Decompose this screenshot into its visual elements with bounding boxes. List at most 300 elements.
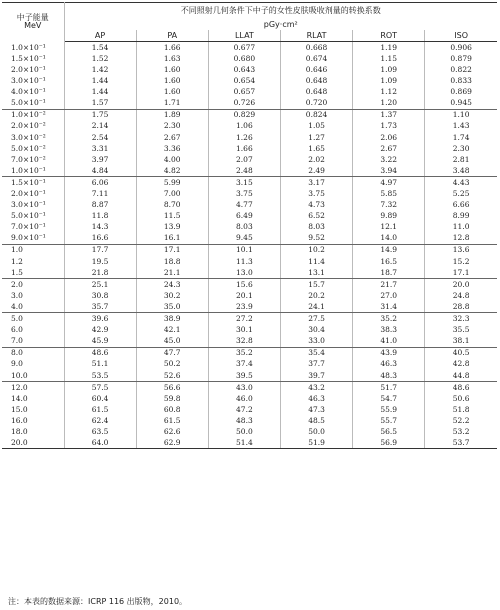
value-cell-ap: 6.06 bbox=[64, 177, 136, 189]
energy-cell: 15.0 bbox=[2, 404, 64, 415]
value-cell-pa: 11.5 bbox=[136, 210, 208, 221]
value-cell-rot: 51.7 bbox=[353, 381, 425, 393]
value-cell-iso: 53.2 bbox=[425, 426, 497, 437]
energy-cell: 5.0 bbox=[2, 313, 64, 325]
value-cell-pa: 50.2 bbox=[136, 359, 208, 370]
value-cell-rlat: 2.49 bbox=[280, 165, 352, 177]
value-cell-ap: 63.5 bbox=[64, 426, 136, 437]
table-row bbox=[2, 244, 497, 256]
table-row bbox=[2, 426, 497, 437]
value-cell-rlat: 4.73 bbox=[280, 199, 352, 210]
value-cell-pa: 59.8 bbox=[136, 393, 208, 404]
table-row bbox=[2, 347, 497, 359]
table-row bbox=[2, 393, 497, 404]
value-cell-pa: 18.8 bbox=[136, 256, 208, 267]
energy-cell: 3.0×10⁻² bbox=[2, 132, 64, 143]
energy-cell: 2.0×10⁻¹ bbox=[2, 64, 64, 75]
value-cell-rot: 46.3 bbox=[353, 359, 425, 370]
value-cell-ap: 4.84 bbox=[64, 165, 136, 177]
energy-cell: 7.0 bbox=[2, 335, 64, 347]
table-row bbox=[2, 121, 497, 132]
value-cell-llat: 6.49 bbox=[208, 210, 280, 221]
value-cell-rot: 3.94 bbox=[353, 165, 425, 177]
value-cell-rlat: 47.3 bbox=[280, 404, 352, 415]
value-cell-rlat: 24.1 bbox=[280, 301, 352, 313]
value-cell-rot: 14.9 bbox=[353, 244, 425, 256]
value-cell-pa: 2.30 bbox=[136, 121, 208, 132]
value-cell-rot: 41.0 bbox=[353, 335, 425, 347]
energy-cell: 1.0×10⁻¹ bbox=[2, 42, 64, 54]
value-cell-rlat: 48.5 bbox=[280, 415, 352, 426]
value-cell-ap: 19.5 bbox=[64, 256, 136, 267]
value-cell-llat: 0.654 bbox=[208, 75, 280, 86]
value-cell-iso: 13.6 bbox=[425, 244, 497, 256]
value-cell-rot: 1.09 bbox=[353, 75, 425, 86]
value-cell-iso: 24.8 bbox=[425, 290, 497, 301]
energy-cell: 1.0×10⁻¹ bbox=[2, 165, 64, 177]
value-cell-pa: 7.00 bbox=[136, 188, 208, 199]
energy-cell: 7.0×10⁻² bbox=[2, 154, 64, 165]
value-cell-llat: 0.829 bbox=[208, 109, 280, 121]
column-header-rot: ROT bbox=[353, 30, 425, 42]
table-row bbox=[2, 278, 497, 290]
value-cell-ap: 7.11 bbox=[64, 188, 136, 199]
value-cell-llat: 2.07 bbox=[208, 154, 280, 165]
value-cell-rot: 1.12 bbox=[353, 86, 425, 97]
value-cell-llat: 23.9 bbox=[208, 301, 280, 313]
value-cell-iso: 51.8 bbox=[425, 404, 497, 415]
value-cell-pa: 56.6 bbox=[136, 381, 208, 393]
value-cell-llat: 15.6 bbox=[208, 278, 280, 290]
table-row bbox=[2, 177, 497, 189]
table-row bbox=[2, 335, 497, 347]
value-cell-llat: 0.657 bbox=[208, 86, 280, 97]
value-cell-iso: 32.3 bbox=[425, 313, 497, 325]
value-cell-llat: 39.5 bbox=[208, 370, 280, 382]
energy-cell: 2.0×10⁻¹ bbox=[2, 188, 64, 199]
table-row bbox=[2, 370, 497, 382]
table-row bbox=[2, 222, 497, 233]
value-cell-pa: 60.8 bbox=[136, 404, 208, 415]
value-cell-llat: 20.1 bbox=[208, 290, 280, 301]
value-cell-llat: 1.06 bbox=[208, 121, 280, 132]
unit-label: pGy·cm² bbox=[263, 19, 298, 29]
energy-cell: 16.0 bbox=[2, 415, 64, 426]
energy-cell: 2.0 bbox=[2, 278, 64, 290]
value-cell-iso: 38.1 bbox=[425, 335, 497, 347]
value-cell-rlat: 0.648 bbox=[280, 75, 352, 86]
value-cell-rlat: 46.3 bbox=[280, 393, 352, 404]
value-cell-rlat: 1.27 bbox=[280, 132, 352, 143]
table-row bbox=[2, 359, 497, 370]
value-cell-iso: 2.81 bbox=[425, 154, 497, 165]
value-cell-ap: 42.9 bbox=[64, 324, 136, 335]
energy-cell: 10.0 bbox=[2, 370, 64, 382]
value-cell-rlat: 13.1 bbox=[280, 267, 352, 279]
energy-cell: 4.0×10⁻¹ bbox=[2, 86, 64, 97]
value-cell-rot: 18.7 bbox=[353, 267, 425, 279]
value-cell-rlat: 50.0 bbox=[280, 426, 352, 437]
energy-cell: 1.2 bbox=[2, 256, 64, 267]
value-cell-ap: 1.54 bbox=[64, 42, 136, 54]
value-cell-pa: 42.1 bbox=[136, 324, 208, 335]
value-cell-llat: 46.0 bbox=[208, 393, 280, 404]
table-row bbox=[2, 53, 497, 64]
energy-cell: 3.0 bbox=[2, 290, 64, 301]
table-row bbox=[2, 404, 497, 415]
value-cell-iso: 0.945 bbox=[425, 97, 497, 109]
value-cell-rlat: 15.7 bbox=[280, 278, 352, 290]
value-cell-iso: 0.833 bbox=[425, 75, 497, 86]
table-row bbox=[2, 210, 497, 221]
value-cell-pa: 1.60 bbox=[136, 86, 208, 97]
energy-cell: 2.0×10⁻² bbox=[2, 121, 64, 132]
value-cell-rlat: 9.52 bbox=[280, 233, 352, 245]
value-cell-llat: 0.680 bbox=[208, 53, 280, 64]
value-cell-rlat: 10.2 bbox=[280, 244, 352, 256]
value-cell-rot: 1.15 bbox=[353, 53, 425, 64]
value-cell-rot: 5.85 bbox=[353, 188, 425, 199]
value-cell-rlat: 11.4 bbox=[280, 256, 352, 267]
value-cell-ap: 53.5 bbox=[64, 370, 136, 382]
value-cell-ap: 48.6 bbox=[64, 347, 136, 359]
value-cell-ap: 62.4 bbox=[64, 415, 136, 426]
value-cell-rlat: 0.824 bbox=[280, 109, 352, 121]
column-header-rlat: RLAT bbox=[280, 30, 352, 42]
value-cell-llat: 3.75 bbox=[208, 188, 280, 199]
energy-cell: 6.0 bbox=[2, 324, 64, 335]
value-cell-rlat: 51.9 bbox=[280, 437, 352, 449]
value-cell-ap: 21.8 bbox=[64, 267, 136, 279]
table-row bbox=[2, 324, 497, 335]
value-cell-rot: 1.73 bbox=[353, 121, 425, 132]
value-cell-pa: 5.99 bbox=[136, 177, 208, 189]
table-row bbox=[2, 132, 497, 143]
value-cell-ap: 45.9 bbox=[64, 335, 136, 347]
value-cell-pa: 1.63 bbox=[136, 53, 208, 64]
energy-cell: 1.5 bbox=[2, 267, 64, 279]
value-cell-iso: 44.8 bbox=[425, 370, 497, 382]
table-title: 不同照射几何条件下中子的女性皮肤吸收剂量的转换系数 bbox=[64, 3, 497, 20]
value-cell-rlat: 0.674 bbox=[280, 53, 352, 64]
value-cell-ap: 61.5 bbox=[64, 404, 136, 415]
value-cell-rlat: 35.4 bbox=[280, 347, 352, 359]
energy-cell: 7.0×10⁻¹ bbox=[2, 222, 64, 233]
value-cell-llat: 0.726 bbox=[208, 97, 280, 109]
value-cell-ap: 11.8 bbox=[64, 210, 136, 221]
value-cell-iso: 0.879 bbox=[425, 53, 497, 64]
value-cell-rot: 38.3 bbox=[353, 324, 425, 335]
value-cell-iso: 4.43 bbox=[425, 177, 497, 189]
value-cell-ap: 39.6 bbox=[64, 313, 136, 325]
value-cell-iso: 35.5 bbox=[425, 324, 497, 335]
value-cell-iso: 3.48 bbox=[425, 165, 497, 177]
value-cell-rot: 14.0 bbox=[353, 233, 425, 245]
value-cell-ap: 1.57 bbox=[64, 97, 136, 109]
value-cell-iso: 2.30 bbox=[425, 143, 497, 154]
column-header-pa: PA bbox=[136, 30, 208, 42]
value-cell-ap: 57.5 bbox=[64, 381, 136, 393]
table-row bbox=[2, 301, 497, 313]
value-cell-llat: 50.0 bbox=[208, 426, 280, 437]
value-cell-iso: 1.10 bbox=[425, 109, 497, 121]
value-cell-iso: 53.7 bbox=[425, 437, 497, 449]
value-cell-rot: 16.5 bbox=[353, 256, 425, 267]
value-cell-iso: 5.25 bbox=[425, 188, 497, 199]
source-note: 注：本表的数据来源：ICRP 116 出版物，2010。 bbox=[8, 597, 188, 606]
table-row bbox=[2, 143, 497, 154]
value-cell-pa: 62.6 bbox=[136, 426, 208, 437]
value-cell-ap: 3.97 bbox=[64, 154, 136, 165]
value-cell-iso: 48.6 bbox=[425, 381, 497, 393]
value-cell-rlat: 1.65 bbox=[280, 143, 352, 154]
table-row bbox=[2, 381, 497, 393]
energy-cell: 8.0 bbox=[2, 347, 64, 359]
value-cell-pa: 52.6 bbox=[136, 370, 208, 382]
value-cell-iso: 52.2 bbox=[425, 415, 497, 426]
column-header-ap: AP bbox=[64, 30, 136, 42]
value-cell-rot: 27.0 bbox=[353, 290, 425, 301]
value-cell-iso: 0.822 bbox=[425, 64, 497, 75]
table-row bbox=[2, 165, 497, 177]
value-cell-rlat: 43.2 bbox=[280, 381, 352, 393]
value-cell-ap: 64.0 bbox=[64, 437, 136, 449]
value-cell-iso: 11.0 bbox=[425, 222, 497, 233]
value-cell-iso: 0.906 bbox=[425, 42, 497, 54]
energy-cell: 9.0×10⁻¹ bbox=[2, 233, 64, 245]
value-cell-ap: 14.3 bbox=[64, 222, 136, 233]
value-cell-rlat: 2.02 bbox=[280, 154, 352, 165]
energy-cell: 1.0 bbox=[2, 244, 64, 256]
value-cell-ap: 1.42 bbox=[64, 64, 136, 75]
value-cell-rlat: 3.75 bbox=[280, 188, 352, 199]
value-cell-llat: 51.4 bbox=[208, 437, 280, 449]
energy-cell: 3.0×10⁻¹ bbox=[2, 75, 64, 86]
value-cell-ap: 25.1 bbox=[64, 278, 136, 290]
value-cell-iso: 17.1 bbox=[425, 267, 497, 279]
table-row bbox=[2, 290, 497, 301]
energy-cell: 9.0 bbox=[2, 359, 64, 370]
value-cell-iso: 0.869 bbox=[425, 86, 497, 97]
value-cell-llat: 32.8 bbox=[208, 335, 280, 347]
energy-header-unit: MeV bbox=[24, 21, 42, 31]
value-cell-llat: 3.15 bbox=[208, 177, 280, 189]
value-cell-rlat: 0.648 bbox=[280, 86, 352, 97]
value-cell-ap: 1.44 bbox=[64, 75, 136, 86]
value-cell-ap: 16.6 bbox=[64, 233, 136, 245]
energy-cell: 4.0 bbox=[2, 301, 64, 313]
value-cell-rot: 1.37 bbox=[353, 109, 425, 121]
value-cell-rot: 3.22 bbox=[353, 154, 425, 165]
value-cell-ap: 2.54 bbox=[64, 132, 136, 143]
energy-cell: 5.0×10⁻¹ bbox=[2, 97, 64, 109]
value-cell-pa: 38.9 bbox=[136, 313, 208, 325]
table-row bbox=[2, 267, 497, 279]
value-cell-rot: 7.32 bbox=[353, 199, 425, 210]
value-cell-pa: 1.60 bbox=[136, 75, 208, 86]
value-cell-iso: 1.74 bbox=[425, 132, 497, 143]
value-cell-pa: 8.70 bbox=[136, 199, 208, 210]
table-row bbox=[2, 313, 497, 325]
value-cell-rlat: 0.646 bbox=[280, 64, 352, 75]
value-cell-rot: 43.9 bbox=[353, 347, 425, 359]
value-cell-rot: 21.7 bbox=[353, 278, 425, 290]
value-cell-rot: 2.67 bbox=[353, 143, 425, 154]
value-cell-pa: 3.36 bbox=[136, 143, 208, 154]
value-cell-iso: 8.99 bbox=[425, 210, 497, 221]
conversion-coefficient-table bbox=[2, 2, 497, 449]
value-cell-rot: 4.97 bbox=[353, 177, 425, 189]
value-cell-rot: 55.7 bbox=[353, 415, 425, 426]
value-cell-llat: 11.3 bbox=[208, 256, 280, 267]
value-cell-rot: 12.1 bbox=[353, 222, 425, 233]
value-cell-llat: 0.643 bbox=[208, 64, 280, 75]
value-cell-rlat: 27.5 bbox=[280, 313, 352, 325]
table-row bbox=[2, 109, 497, 121]
value-cell-rot: 48.3 bbox=[353, 370, 425, 382]
value-cell-rlat: 8.03 bbox=[280, 222, 352, 233]
value-cell-rlat: 20.2 bbox=[280, 290, 352, 301]
value-cell-llat: 43.0 bbox=[208, 381, 280, 393]
value-cell-rot: 56.5 bbox=[353, 426, 425, 437]
value-cell-pa: 2.67 bbox=[136, 132, 208, 143]
table-row bbox=[2, 42, 497, 54]
energy-cell: 3.0×10⁻¹ bbox=[2, 199, 64, 210]
value-cell-rot: 55.9 bbox=[353, 404, 425, 415]
value-cell-rot: 2.06 bbox=[353, 132, 425, 143]
value-cell-rot: 1.09 bbox=[353, 64, 425, 75]
value-cell-ap: 51.1 bbox=[64, 359, 136, 370]
value-cell-llat: 9.45 bbox=[208, 233, 280, 245]
value-cell-pa: 24.3 bbox=[136, 278, 208, 290]
value-cell-ap: 17.7 bbox=[64, 244, 136, 256]
value-cell-iso: 6.66 bbox=[425, 199, 497, 210]
value-cell-rlat: 37.7 bbox=[280, 359, 352, 370]
value-cell-pa: 16.1 bbox=[136, 233, 208, 245]
energy-cell: 1.5×10⁻¹ bbox=[2, 53, 64, 64]
value-cell-pa: 1.60 bbox=[136, 64, 208, 75]
value-cell-iso: 28.8 bbox=[425, 301, 497, 313]
table-row bbox=[2, 154, 497, 165]
value-cell-llat: 35.2 bbox=[208, 347, 280, 359]
value-cell-rlat: 3.17 bbox=[280, 177, 352, 189]
value-cell-rlat: 1.05 bbox=[280, 121, 352, 132]
value-cell-pa: 61.5 bbox=[136, 415, 208, 426]
value-cell-pa: 13.9 bbox=[136, 222, 208, 233]
value-cell-pa: 45.0 bbox=[136, 335, 208, 347]
value-cell-llat: 13.0 bbox=[208, 267, 280, 279]
value-cell-ap: 1.75 bbox=[64, 109, 136, 121]
value-cell-pa: 47.7 bbox=[136, 347, 208, 359]
value-cell-ap: 3.31 bbox=[64, 143, 136, 154]
table-row bbox=[2, 86, 497, 97]
value-cell-rot: 9.89 bbox=[353, 210, 425, 221]
value-cell-ap: 1.52 bbox=[64, 53, 136, 64]
value-cell-llat: 47.2 bbox=[208, 404, 280, 415]
column-header-llat: LLAT bbox=[208, 30, 280, 42]
table-row bbox=[2, 437, 497, 449]
value-cell-ap: 8.87 bbox=[64, 199, 136, 210]
value-cell-llat: 8.03 bbox=[208, 222, 280, 233]
energy-cell: 12.0 bbox=[2, 381, 64, 393]
table-row bbox=[2, 415, 497, 426]
value-cell-rlat: 0.720 bbox=[280, 97, 352, 109]
value-cell-ap: 1.44 bbox=[64, 86, 136, 97]
value-cell-ap: 2.14 bbox=[64, 121, 136, 132]
value-cell-llat: 37.4 bbox=[208, 359, 280, 370]
value-cell-ap: 35.7 bbox=[64, 301, 136, 313]
energy-cell: 20.0 bbox=[2, 437, 64, 449]
value-cell-ap: 60.4 bbox=[64, 393, 136, 404]
value-cell-pa: 62.9 bbox=[136, 437, 208, 449]
energy-cell: 1.0×10⁻² bbox=[2, 109, 64, 121]
value-cell-llat: 2.48 bbox=[208, 165, 280, 177]
energy-cell: 5.0×10⁻¹ bbox=[2, 210, 64, 221]
value-cell-rot: 31.4 bbox=[353, 301, 425, 313]
value-cell-rot: 54.7 bbox=[353, 393, 425, 404]
value-cell-ap: 30.8 bbox=[64, 290, 136, 301]
energy-cell: 1.5×10⁻¹ bbox=[2, 177, 64, 189]
value-cell-pa: 35.0 bbox=[136, 301, 208, 313]
value-cell-rot: 56.9 bbox=[353, 437, 425, 449]
value-cell-llat: 10.1 bbox=[208, 244, 280, 256]
energy-header-label: 中子能量 bbox=[16, 13, 49, 23]
value-cell-pa: 1.89 bbox=[136, 109, 208, 121]
table-row bbox=[2, 256, 497, 267]
value-cell-pa: 1.66 bbox=[136, 42, 208, 54]
value-cell-pa: 4.00 bbox=[136, 154, 208, 165]
value-cell-iso: 50.6 bbox=[425, 393, 497, 404]
value-cell-llat: 4.77 bbox=[208, 199, 280, 210]
energy-cell: 14.0 bbox=[2, 393, 64, 404]
table-row bbox=[2, 199, 497, 210]
table-row bbox=[2, 233, 497, 245]
table-row bbox=[2, 75, 497, 86]
value-cell-llat: 30.1 bbox=[208, 324, 280, 335]
value-cell-pa: 4.82 bbox=[136, 165, 208, 177]
value-cell-iso: 1.43 bbox=[425, 121, 497, 132]
value-cell-rlat: 33.0 bbox=[280, 335, 352, 347]
value-cell-rlat: 39.7 bbox=[280, 370, 352, 382]
column-header-iso: ISO bbox=[425, 30, 497, 42]
value-cell-iso: 20.0 bbox=[425, 278, 497, 290]
value-cell-iso: 42.8 bbox=[425, 359, 497, 370]
value-cell-iso: 12.8 bbox=[425, 233, 497, 245]
energy-cell: 5.0×10⁻² bbox=[2, 143, 64, 154]
value-cell-pa: 21.1 bbox=[136, 267, 208, 279]
value-cell-pa: 30.2 bbox=[136, 290, 208, 301]
table-row bbox=[2, 64, 497, 75]
value-cell-rot: 1.20 bbox=[353, 97, 425, 109]
value-cell-iso: 15.2 bbox=[425, 256, 497, 267]
value-cell-llat: 1.26 bbox=[208, 132, 280, 143]
value-cell-rlat: 6.52 bbox=[280, 210, 352, 221]
value-cell-pa: 1.71 bbox=[136, 97, 208, 109]
table-row bbox=[2, 188, 497, 199]
value-cell-rot: 35.2 bbox=[353, 313, 425, 325]
value-cell-llat: 0.677 bbox=[208, 42, 280, 54]
value-cell-rlat: 0.668 bbox=[280, 42, 352, 54]
value-cell-llat: 1.66 bbox=[208, 143, 280, 154]
table-row bbox=[2, 97, 497, 109]
value-cell-iso: 40.5 bbox=[425, 347, 497, 359]
energy-cell: 18.0 bbox=[2, 426, 64, 437]
energy-header bbox=[2, 3, 64, 42]
value-cell-llat: 48.3 bbox=[208, 415, 280, 426]
value-cell-pa: 17.1 bbox=[136, 244, 208, 256]
value-cell-rot: 1.19 bbox=[353, 42, 425, 54]
value-cell-rlat: 30.4 bbox=[280, 324, 352, 335]
